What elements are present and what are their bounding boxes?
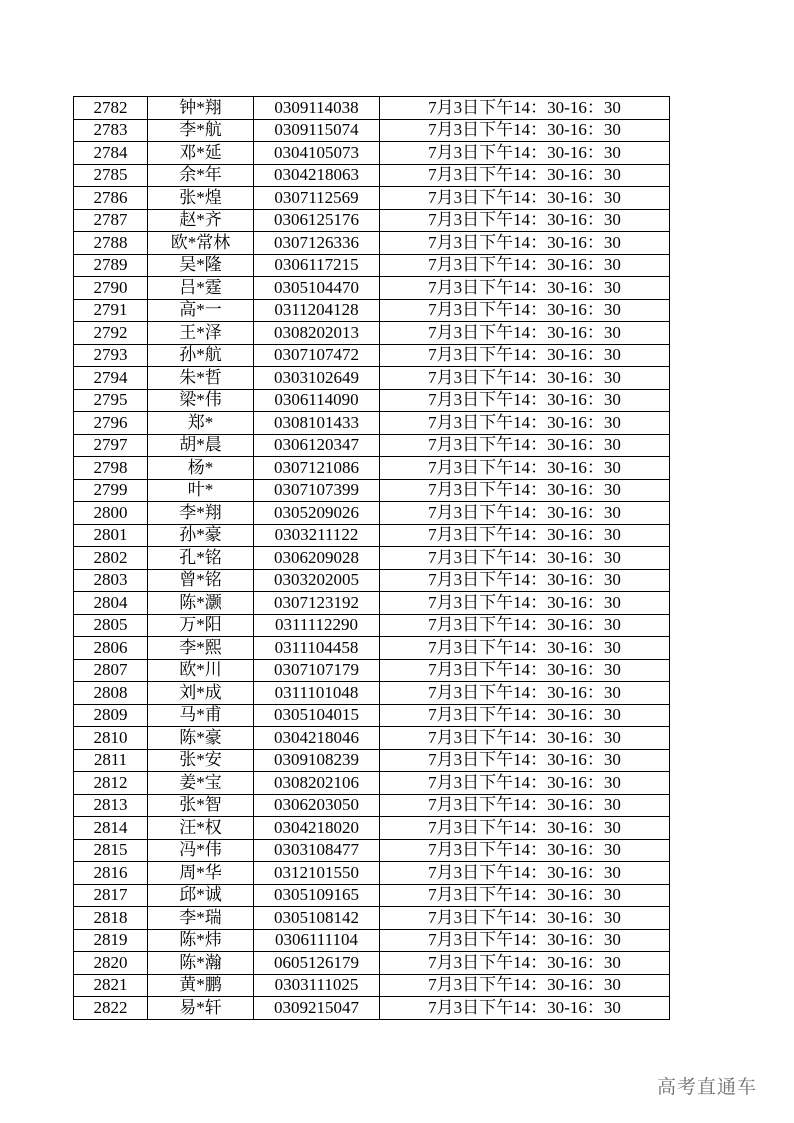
table-row xyxy=(74,164,670,187)
table-row xyxy=(74,592,670,615)
row-number-cell: 2792 xyxy=(74,322,148,345)
name-cell: 邱*诚 xyxy=(148,884,254,907)
id-cell: 0304218063 xyxy=(254,164,380,187)
exam-time-cell: 7月3日下午14：30-16：30 xyxy=(380,547,670,570)
id-cell: 0306120347 xyxy=(254,434,380,457)
row-number-cell: 2803 xyxy=(74,569,148,592)
row-number-cell: 2822 xyxy=(74,997,148,1020)
row-number-cell: 2810 xyxy=(74,727,148,750)
row-number-cell: 2811 xyxy=(74,749,148,772)
name-cell: 冯*伟 xyxy=(148,839,254,862)
name-cell: 朱*哲 xyxy=(148,367,254,390)
exam-time-cell: 7月3日下午14：30-16：30 xyxy=(380,277,670,300)
exam-time-cell: 7月3日下午14：30-16：30 xyxy=(380,502,670,525)
name-cell: 李*瑞 xyxy=(148,907,254,930)
row-number-cell: 2795 xyxy=(74,389,148,412)
name-cell: 王*泽 xyxy=(148,322,254,345)
table-row xyxy=(74,727,670,750)
exam-time-cell: 7月3日下午14：30-16：30 xyxy=(380,569,670,592)
table-row xyxy=(74,142,670,165)
table-row xyxy=(74,884,670,907)
row-number-cell: 2802 xyxy=(74,547,148,570)
watermark-text: 高考直通车 xyxy=(657,1076,758,1098)
table-row xyxy=(74,344,670,367)
name-cell: 姜*宝 xyxy=(148,772,254,795)
exam-time-cell: 7月3日下午14：30-16：30 xyxy=(380,614,670,637)
id-cell: 0311101048 xyxy=(254,682,380,705)
id-cell: 0306114090 xyxy=(254,389,380,412)
exam-time-cell: 7月3日下午14：30-16：30 xyxy=(380,952,670,975)
table-row xyxy=(74,929,670,952)
id-cell: 0303102649 xyxy=(254,367,380,390)
id-cell: 0308101433 xyxy=(254,412,380,435)
name-cell: 高*一 xyxy=(148,299,254,322)
table-row xyxy=(74,772,670,795)
table-row xyxy=(74,637,670,660)
table-row xyxy=(74,547,670,570)
name-cell: 陈*豪 xyxy=(148,727,254,750)
id-cell: 0303202005 xyxy=(254,569,380,592)
table-row xyxy=(74,299,670,322)
row-number-cell: 2790 xyxy=(74,277,148,300)
id-cell: 0304105073 xyxy=(254,142,380,165)
exam-time-cell: 7月3日下午14：30-16：30 xyxy=(380,254,670,277)
name-cell: 孔*铭 xyxy=(148,547,254,570)
id-cell: 0307107399 xyxy=(254,479,380,502)
row-number-cell: 2819 xyxy=(74,929,148,952)
table-row xyxy=(74,682,670,705)
row-number-cell: 2820 xyxy=(74,952,148,975)
exam-time-cell: 7月3日下午14：30-16：30 xyxy=(380,434,670,457)
id-cell: 0306209028 xyxy=(254,547,380,570)
exam-time-cell: 7月3日下午14：30-16：30 xyxy=(380,637,670,660)
id-cell: 0304218020 xyxy=(254,817,380,840)
row-number-cell: 2797 xyxy=(74,434,148,457)
name-cell: 周*华 xyxy=(148,862,254,885)
row-number-cell: 2800 xyxy=(74,502,148,525)
id-cell: 0311204128 xyxy=(254,299,380,322)
name-cell: 黄*鹏 xyxy=(148,974,254,997)
name-cell: 李*翔 xyxy=(148,502,254,525)
row-number-cell: 2794 xyxy=(74,367,148,390)
name-cell: 欧*川 xyxy=(148,659,254,682)
name-cell: 万*阳 xyxy=(148,614,254,637)
row-number-cell: 2807 xyxy=(74,659,148,682)
table-row xyxy=(74,569,670,592)
name-cell: 陈*炜 xyxy=(148,929,254,952)
table-row xyxy=(74,614,670,637)
exam-time-cell: 7月3日下午14：30-16：30 xyxy=(380,704,670,727)
table-row xyxy=(74,254,670,277)
name-cell: 吴*隆 xyxy=(148,254,254,277)
row-number-cell: 2782 xyxy=(74,97,148,120)
id-cell: 0307126336 xyxy=(254,232,380,255)
row-number-cell: 2804 xyxy=(74,592,148,615)
exam-time-cell: 7月3日下午14：30-16：30 xyxy=(380,457,670,480)
id-cell: 0307112569 xyxy=(254,187,380,210)
exam-time-cell: 7月3日下午14：30-16：30 xyxy=(380,817,670,840)
exam-time-cell: 7月3日下午14：30-16：30 xyxy=(380,749,670,772)
table-row xyxy=(74,839,670,862)
row-number-cell: 2791 xyxy=(74,299,148,322)
table-row xyxy=(74,389,670,412)
name-cell: 李*航 xyxy=(148,119,254,142)
exam-time-cell: 7月3日下午14：30-16：30 xyxy=(380,997,670,1020)
name-cell: 曾*铭 xyxy=(148,569,254,592)
table-row xyxy=(74,322,670,345)
id-cell: 0309115074 xyxy=(254,119,380,142)
table-row xyxy=(74,502,670,525)
exam-time-cell: 7月3日下午14：30-16：30 xyxy=(380,862,670,885)
id-cell: 0303108477 xyxy=(254,839,380,862)
name-cell: 余*年 xyxy=(148,164,254,187)
table-row xyxy=(74,974,670,997)
row-number-cell: 2798 xyxy=(74,457,148,480)
row-number-cell: 2785 xyxy=(74,164,148,187)
exam-time-cell: 7月3日下午14：30-16：30 xyxy=(380,232,670,255)
table-row xyxy=(74,232,670,255)
name-cell: 张*安 xyxy=(148,749,254,772)
name-cell: 陈*瀚 xyxy=(148,952,254,975)
name-cell: 马*甫 xyxy=(148,704,254,727)
name-cell: 汪*权 xyxy=(148,817,254,840)
row-number-cell: 2815 xyxy=(74,839,148,862)
row-number-cell: 2813 xyxy=(74,794,148,817)
table-row xyxy=(74,457,670,480)
id-cell: 0308202106 xyxy=(254,772,380,795)
name-cell: 李*熙 xyxy=(148,637,254,660)
row-number-cell: 2789 xyxy=(74,254,148,277)
row-number-cell: 2783 xyxy=(74,119,148,142)
id-cell: 0305109165 xyxy=(254,884,380,907)
id-cell: 0309215047 xyxy=(254,997,380,1020)
name-cell: 胡*晨 xyxy=(148,434,254,457)
name-cell: 刘*成 xyxy=(148,682,254,705)
table-row xyxy=(74,794,670,817)
row-number-cell: 2816 xyxy=(74,862,148,885)
table-row xyxy=(74,187,670,210)
name-cell: 陈*灏 xyxy=(148,592,254,615)
name-cell: 吕*霆 xyxy=(148,277,254,300)
exam-time-cell: 7月3日下午14：30-16：30 xyxy=(380,209,670,232)
exam-time-cell: 7月3日下午14：30-16：30 xyxy=(380,322,670,345)
id-cell: 0306203050 xyxy=(254,794,380,817)
table-row xyxy=(74,907,670,930)
exam-time-cell: 7月3日下午14：30-16：30 xyxy=(380,929,670,952)
row-number-cell: 2805 xyxy=(74,614,148,637)
name-cell: 郑* xyxy=(148,412,254,435)
id-cell: 0306117215 xyxy=(254,254,380,277)
table-row xyxy=(74,952,670,975)
name-cell: 孙*豪 xyxy=(148,524,254,547)
row-number-cell: 2814 xyxy=(74,817,148,840)
id-cell: 0305108142 xyxy=(254,907,380,930)
row-number-cell: 2788 xyxy=(74,232,148,255)
table-row xyxy=(74,524,670,547)
row-number-cell: 2821 xyxy=(74,974,148,997)
table-row xyxy=(74,367,670,390)
table-row xyxy=(74,97,670,120)
row-number-cell: 2818 xyxy=(74,907,148,930)
name-cell: 张*智 xyxy=(148,794,254,817)
table-row xyxy=(74,749,670,772)
name-cell: 邓*延 xyxy=(148,142,254,165)
row-number-cell: 2808 xyxy=(74,682,148,705)
id-cell: 0307107472 xyxy=(254,344,380,367)
table-row xyxy=(74,434,670,457)
table-row xyxy=(74,412,670,435)
name-cell: 易*轩 xyxy=(148,997,254,1020)
row-number-cell: 2817 xyxy=(74,884,148,907)
exam-time-cell: 7月3日下午14：30-16：30 xyxy=(380,389,670,412)
exam-time-cell: 7月3日下午14：30-16：30 xyxy=(380,592,670,615)
id-cell: 0305104470 xyxy=(254,277,380,300)
id-cell: 0303111025 xyxy=(254,974,380,997)
exam-time-cell: 7月3日下午14：30-16：30 xyxy=(380,142,670,165)
exam-time-cell: 7月3日下午14：30-16：30 xyxy=(380,974,670,997)
id-cell: 0312101550 xyxy=(254,862,380,885)
exam-time-cell: 7月3日下午14：30-16：30 xyxy=(380,412,670,435)
exam-time-cell: 7月3日下午14：30-16：30 xyxy=(380,344,670,367)
row-number-cell: 2784 xyxy=(74,142,148,165)
id-cell: 0309114038 xyxy=(254,97,380,120)
id-cell: 0308202013 xyxy=(254,322,380,345)
id-cell: 0306125176 xyxy=(254,209,380,232)
exam-time-cell: 7月3日下午14：30-16：30 xyxy=(380,794,670,817)
table-row xyxy=(74,119,670,142)
id-cell: 0305104015 xyxy=(254,704,380,727)
exam-time-cell: 7月3日下午14：30-16：30 xyxy=(380,524,670,547)
table-row xyxy=(74,862,670,885)
name-cell: 欧*常林 xyxy=(148,232,254,255)
row-number-cell: 2801 xyxy=(74,524,148,547)
name-cell: 赵*齐 xyxy=(148,209,254,232)
exam-time-cell: 7月3日下午14：30-16：30 xyxy=(380,164,670,187)
schedule-table-body xyxy=(74,97,670,1020)
table-row xyxy=(74,817,670,840)
id-cell: 0309108239 xyxy=(254,749,380,772)
exam-time-cell: 7月3日下午14：30-16：30 xyxy=(380,772,670,795)
id-cell: 0303211122 xyxy=(254,524,380,547)
table-row xyxy=(74,277,670,300)
id-cell: 0307123192 xyxy=(254,592,380,615)
table-row xyxy=(74,659,670,682)
table-row xyxy=(74,479,670,502)
row-number-cell: 2786 xyxy=(74,187,148,210)
name-cell: 梁*伟 xyxy=(148,389,254,412)
id-cell: 0306111104 xyxy=(254,929,380,952)
exam-time-cell: 7月3日下午14：30-16：30 xyxy=(380,479,670,502)
exam-time-cell: 7月3日下午14：30-16：30 xyxy=(380,119,670,142)
id-cell: 0311112290 xyxy=(254,614,380,637)
exam-time-cell: 7月3日下午14：30-16：30 xyxy=(380,187,670,210)
id-cell: 0311104458 xyxy=(254,637,380,660)
name-cell: 孙*航 xyxy=(148,344,254,367)
exam-time-cell: 7月3日下午14：30-16：30 xyxy=(380,299,670,322)
exam-time-cell: 7月3日下午14：30-16：30 xyxy=(380,884,670,907)
row-number-cell: 2809 xyxy=(74,704,148,727)
id-cell: 0307107179 xyxy=(254,659,380,682)
id-cell: 0304218046 xyxy=(254,727,380,750)
table-row xyxy=(74,209,670,232)
name-cell: 叶* xyxy=(148,479,254,502)
name-cell: 杨* xyxy=(148,457,254,480)
name-cell: 钟*翔 xyxy=(148,97,254,120)
table-row xyxy=(74,997,670,1020)
row-number-cell: 2799 xyxy=(74,479,148,502)
exam-time-cell: 7月3日下午14：30-16：30 xyxy=(380,907,670,930)
exam-time-cell: 7月3日下午14：30-16：30 xyxy=(380,839,670,862)
row-number-cell: 2812 xyxy=(74,772,148,795)
exam-time-cell: 7月3日下午14：30-16：30 xyxy=(380,659,670,682)
row-number-cell: 2787 xyxy=(74,209,148,232)
name-cell: 张*煌 xyxy=(148,187,254,210)
id-cell: 0605126179 xyxy=(254,952,380,975)
id-cell: 0307121086 xyxy=(254,457,380,480)
schedule-table xyxy=(73,96,670,1020)
exam-time-cell: 7月3日下午14：30-16：30 xyxy=(380,682,670,705)
exam-time-cell: 7月3日下午14：30-16：30 xyxy=(380,367,670,390)
row-number-cell: 2793 xyxy=(74,344,148,367)
row-number-cell: 2796 xyxy=(74,412,148,435)
exam-time-cell: 7月3日下午14：30-16：30 xyxy=(380,97,670,120)
exam-time-cell: 7月3日下午14：30-16：30 xyxy=(380,727,670,750)
table-row xyxy=(74,704,670,727)
row-number-cell: 2806 xyxy=(74,637,148,660)
id-cell: 0305209026 xyxy=(254,502,380,525)
